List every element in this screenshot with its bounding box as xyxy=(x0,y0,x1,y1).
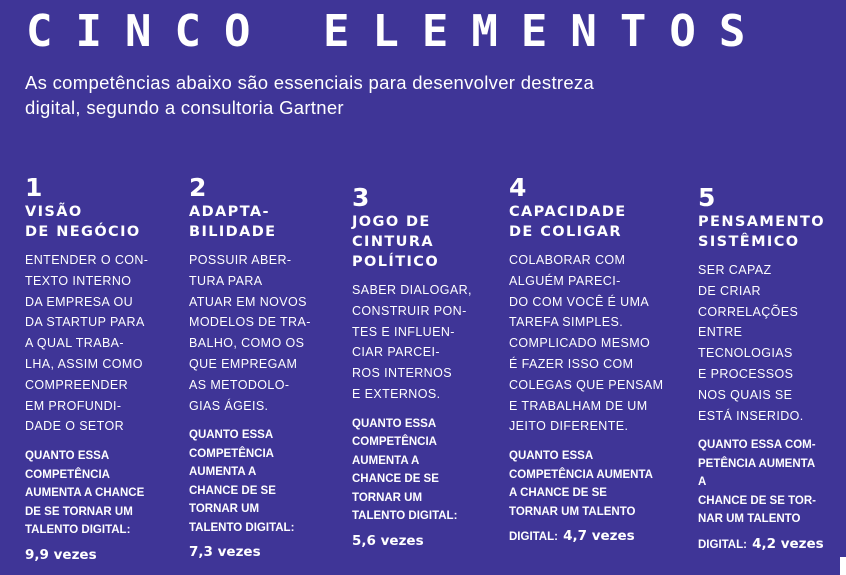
element-number: 4 xyxy=(509,173,527,202)
element-question: QUANTO ESSA COMPETÊNCIA AUMENTA A CHANCE DE SE TORNAR UM TALENTO xyxy=(509,450,653,518)
element-description: COLABORAR COM ALGUÉM PARECI- DO COM VOCÊ É UMA TAREFA SIMPLES. COMPLICADO MESMO É FAZER ISSO COM COLEGAS QUE PENSAM E TRABALHAM DE UM JEITO DIFERENTE. xyxy=(509,253,664,434)
element-question: QUANTO ESSA COM- PETÊNCIA AUMENTA A CHANCE DE SE TOR- NAR UM TALENTO xyxy=(698,439,816,526)
element-description: POSSUIR ABER- TURA PARA ATUAR EM NOVOS MODELOS DE TRA- BALHO, COMO OS QUE EMPREGAM AS METODOLO- GIAS ÁGEIS. xyxy=(189,253,311,413)
element-question: QUANTO ESSA COMPETÊNCIA AUMENTA A CHANCE DE SE TORNAR UM TALENTO DIGITAL: xyxy=(25,450,145,537)
element-description: SER CAPAZ DE CRIAR CORRELAÇÕES ENTRE TECNOLOGIAS E PROCESSOS NOS QUAIS SE ESTÁ INSERIDO. xyxy=(698,263,804,423)
element-column-5 xyxy=(698,183,838,554)
edge-bar xyxy=(840,557,846,575)
element-heading: PENSAMENTO SISTÊMICO xyxy=(698,214,826,250)
element-value: 4,2 vezes xyxy=(752,535,824,552)
element-heading: CAPACIDADE DE COLIGAR xyxy=(509,204,627,240)
element-column-2 xyxy=(189,173,339,561)
element-number: 5 xyxy=(698,183,716,212)
element-question-tail: DIGITAL: xyxy=(509,531,558,544)
element-question: QUANTO ESSA COMPETÊNCIA AUMENTA A CHANCE DE SE TORNAR UM TALENTO DIGITAL: xyxy=(352,417,458,523)
page-title: CINCO ELEMENTOS xyxy=(26,6,769,57)
element-value: 7,3 vezes xyxy=(189,544,261,561)
element-number: 3 xyxy=(352,183,370,212)
element-column-1 xyxy=(25,173,175,563)
element-value: 5,6 vezes xyxy=(352,532,424,549)
element-number: 1 xyxy=(25,173,43,202)
element-heading: JOGO DE CINTURA POLÍTICO xyxy=(352,214,440,270)
element-heading: ADAPTA- BILIDADE xyxy=(189,204,277,240)
page-subtitle: As competências abaixo são essenciais para desenvolver destreza digital, segundo a consultoria Gartner xyxy=(25,72,595,118)
element-question: QUANTO ESSA COMPETÊNCIA AUMENTA A CHANCE DE SE TORNAR UM TALENTO DIGITAL: xyxy=(189,429,295,534)
element-column-4 xyxy=(509,173,669,547)
element-value: 9,9 vezes xyxy=(25,546,97,563)
element-column-3 xyxy=(352,183,502,549)
element-heading: VISÃO DE NEGÓCIO xyxy=(25,204,141,240)
element-description: SABER DIALOGAR, CONSTRUIR PON- TES E INFLUEN- CIAR PARCEI- ROS INTERNOS E EXTERNOS. xyxy=(352,283,472,401)
element-question-tail: DIGITAL: xyxy=(698,538,747,551)
element-description: ENTENDER O CON- TEXTO INTERNO DA EMPRESA OU DA STARTUP PARA A QUAL TRABA- LHA, ASSIM COMO COMPREENDER EM PROFUNDI- DADE O SETOR xyxy=(25,253,149,434)
element-number: 2 xyxy=(189,173,207,202)
element-value: 4,7 vezes xyxy=(563,528,635,545)
